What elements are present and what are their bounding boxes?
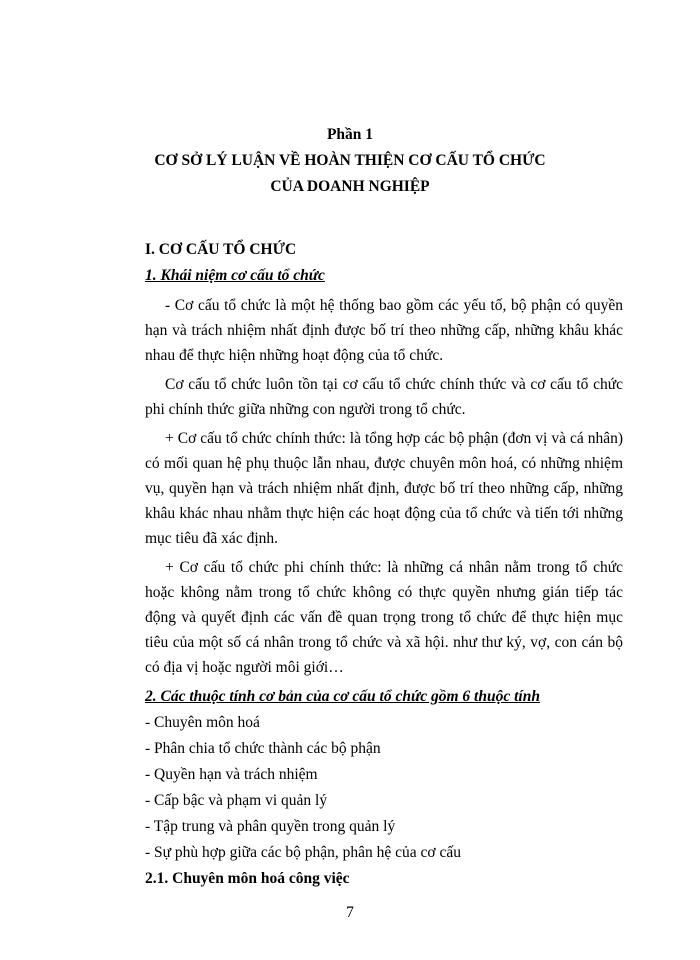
list-item: - Sự phù hợp giữa các bộ phận, phân hệ của cơ cấu [145, 844, 461, 861]
section-heading: I. CƠ CẤU TỔ CHỨC [145, 241, 297, 258]
list-item: - Quyền hạn và trách nhiệm [145, 766, 318, 783]
subsection-heading-1: 1. Khái niệm cơ cấu tổ chức [145, 267, 325, 284]
subsection-heading-2: 2. Các thuộc tính cơ bản của cơ cấu tổ chức gồm 6 thuộc tính [145, 688, 540, 705]
list-item: - Chuyên môn hoá [145, 714, 260, 731]
paragraph-formal-informal: Cơ cấu tổ chức luôn tồn tại cơ cấu tổ chức chính thức và cơ cấu tổ chức phi chính thức giữa những con người trong tổ chức. [145, 376, 623, 418]
list-item: - Tập trung và phân quyền trong quản lý [145, 818, 396, 835]
list-item: - Cấp bậc và phạm vi quản lý [145, 792, 328, 809]
attribute-list [145, 710, 623, 866]
chapter-title-line-2: CỦA DOANH NGHIỆP [270, 178, 430, 195]
list-item: - Phân chia tổ chức thành các bộ phận [145, 740, 381, 757]
chapter-title-line-1: CƠ SỞ LÝ LUẬN VỀ HOÀN THIỆN CƠ CẤU TỔ CHỨC [154, 152, 546, 169]
subsection-heading-2-1: 2.1. Chuyên môn hoá công việc [145, 870, 350, 887]
part-label: Phần 1 [326, 126, 374, 143]
chapter-title-block [0, 122, 700, 200]
paragraph-informal-structure: + Cơ cấu tổ chức phi chính thức: là những cá nhân nằm trong tổ chức hoặc không nằm trong tổ chức không có thực quyền nhưng gián tiếp tác động và quyết định các vấn đề quan trọng trong tổ chức để thực hiện mục tiêu của một số cá nhân trong tổ chức và xã hội. như thư ký, vợ, con cán bộ có địa vị hoặc người môi giới… [145, 559, 623, 676]
body-content [145, 237, 623, 892]
paragraph-definition: - Cơ cấu tổ chức là một hệ thống bao gồm các yếu tố, bộ phận có quyền hạn và trách nhiệm nhất định được bố trí theo những cấp, những khâu khác nhau để thực hiện những hoạt động của tổ chức. [145, 297, 623, 364]
page-number: 7 [346, 904, 354, 921]
paragraph-formal-structure: + Cơ cấu tổ chức chính thức: là tổng hợp các bộ phận (đơn vị và cá nhân) có mối quan hệ phụ thuộc lẫn nhau, được chuyên môn hoá, có những nhiệm vụ, quyền hạn và trách nhiệm nhất định, được bố trí theo những cấp, những khâu khác nhau nhằm thực hiện các hoạt động của tổ chức và tiến tới những mục tiêu đã xác định. [145, 430, 623, 547]
